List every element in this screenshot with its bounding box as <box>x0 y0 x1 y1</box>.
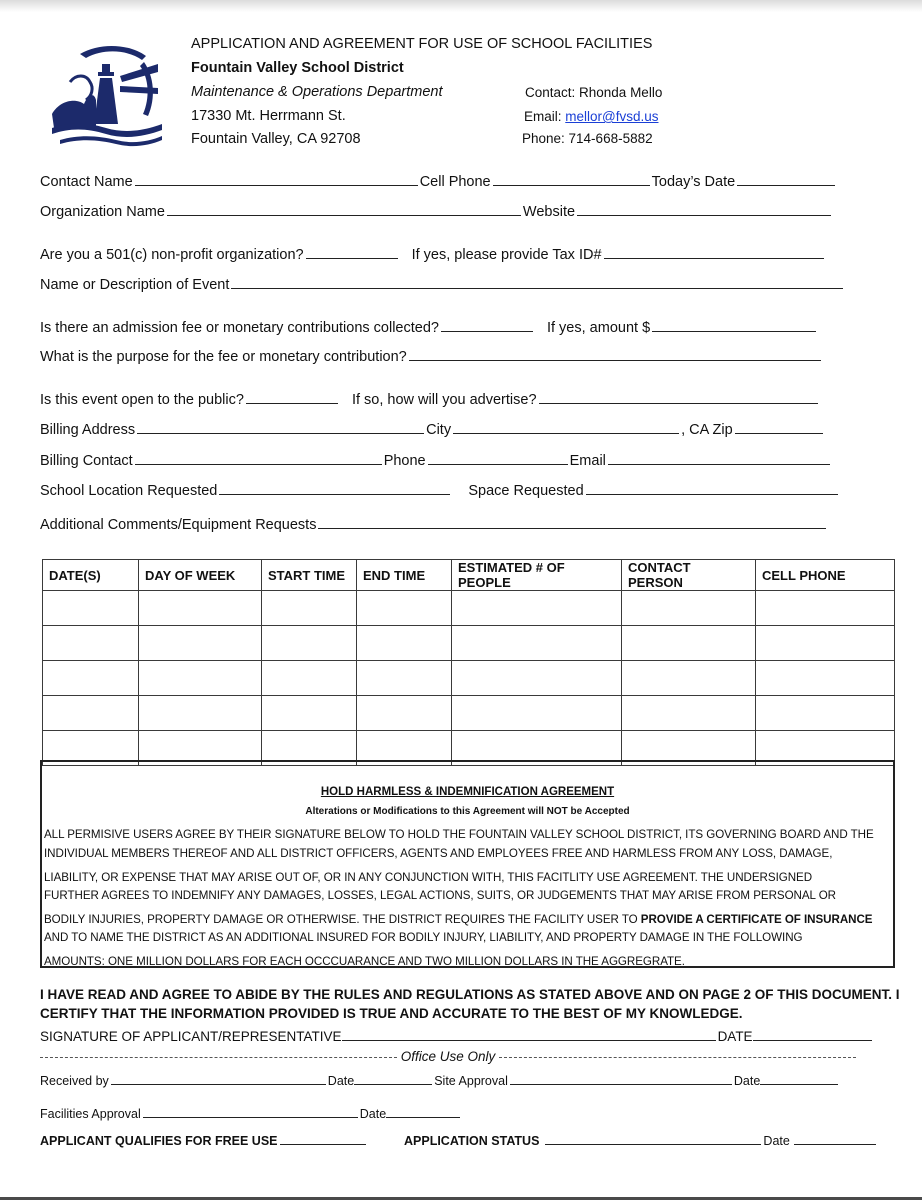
cell-phone-field[interactable] <box>493 184 650 186</box>
advertise-field[interactable] <box>539 402 818 404</box>
contact-name-row <box>40 174 837 190</box>
divider-line-right <box>499 1057 856 1058</box>
space-requested-label: Space Requested <box>468 483 584 499</box>
organization-name-field[interactable] <box>167 214 521 216</box>
table-cell[interactable] <box>262 696 357 731</box>
status-date-label: Date <box>763 1134 790 1148</box>
column-header-contact-person: CONTACT PERSON <box>622 560 756 591</box>
city-state-zip: Fountain Valley, CA 92708 <box>191 131 361 147</box>
agreement-line: LIABILITY, OR EXPENSE THAT MAY ARISE OUT OF, OR IN ANY CONJUNCTION WITH, THIS FACITLITY USE AGREEMENT. THE UNDERSIGNED <box>44 871 813 884</box>
column-header-end-time: END TIME <box>357 560 452 591</box>
signature-date-field[interactable] <box>753 1039 872 1041</box>
event-description-row <box>40 277 845 293</box>
admission-fee-row <box>40 320 818 336</box>
table-cell[interactable] <box>262 661 357 696</box>
table-cell[interactable] <box>452 626 622 661</box>
status-date-field[interactable] <box>794 1143 876 1145</box>
table-cell[interactable] <box>452 661 622 696</box>
billing-address-label: Billing Address <box>40 422 136 438</box>
state-zip-label: , CA Zip <box>681 422 733 438</box>
page-top-shadow <box>0 0 922 12</box>
site-approval-field[interactable] <box>510 1083 732 1085</box>
nonprofit-label: Are you a 501(c) non-profit organization? <box>40 247 304 263</box>
agreement-title: HOLD HARMLESS & INDEMNIFICATION AGREEMENT <box>320 786 615 798</box>
street-address: 17330 Mt. Herrmann St. <box>191 108 346 124</box>
billing-email-field[interactable] <box>608 463 830 465</box>
table-cell[interactable] <box>452 591 622 626</box>
signature-label: SIGNATURE OF APPLICANT/REPRESENTATIVE <box>40 1029 342 1044</box>
contact-email-row <box>524 109 659 124</box>
table-cell[interactable] <box>262 591 357 626</box>
nonprofit-row <box>40 247 826 263</box>
free-use-row <box>40 1134 368 1148</box>
divider-line-left <box>40 1057 397 1058</box>
application-status-field[interactable] <box>545 1143 761 1145</box>
table-cell[interactable] <box>43 661 139 696</box>
table-row <box>43 696 895 731</box>
free-use-label: APPLICANT QUALIFIES FOR FREE USE <box>40 1134 278 1148</box>
facilities-date-field[interactable] <box>386 1116 460 1118</box>
public-event-row <box>40 392 820 408</box>
todays-date-field[interactable] <box>737 184 835 186</box>
form-title: APPLICATION AND AGREEMENT FOR USE OF SCHOOL FACILITIES <box>191 36 653 52</box>
lighthouse-logo-icon <box>50 42 168 148</box>
comments-row <box>40 517 828 533</box>
office-use-label: Office Use Only <box>400 1049 496 1064</box>
column-header-cell-phone: CELL PHONE <box>756 560 895 591</box>
district-name: Fountain Valley School District <box>191 60 404 76</box>
event-description-label: Name or Description of Event <box>40 277 230 293</box>
insurance-requirement: PROVIDE A CERTIFICATE OF INSURANCE <box>640 913 873 926</box>
contact-name-field[interactable] <box>135 184 418 186</box>
admission-fee-label: Is there an admission fee or monetary contributions collected? <box>40 320 439 336</box>
table-cell[interactable] <box>622 626 756 661</box>
table-cell[interactable] <box>622 591 756 626</box>
comments-label: Additional Comments/Equipment Requests <box>40 517 317 533</box>
received-by-field[interactable] <box>111 1083 326 1085</box>
facilities-approval-label: Facilities Approval <box>40 1107 141 1121</box>
table-cell[interactable] <box>452 696 622 731</box>
space-requested-field[interactable] <box>586 493 838 495</box>
open-to-public-field[interactable] <box>246 402 338 404</box>
website-label: Website <box>522 204 576 220</box>
city-label: City <box>426 422 452 438</box>
city-field[interactable] <box>453 432 679 434</box>
signature-field[interactable] <box>342 1039 716 1041</box>
application-status-row <box>404 1134 878 1148</box>
billing-phone-label: Phone <box>383 453 426 469</box>
column-header-start-time: START TIME <box>262 560 357 591</box>
table-cell[interactable] <box>756 661 895 696</box>
event-description-field[interactable] <box>231 287 843 289</box>
cell-phone-label: Cell Phone <box>419 174 491 190</box>
free-use-field[interactable] <box>280 1143 366 1145</box>
organization-row <box>40 204 833 220</box>
comments-field[interactable] <box>318 527 826 529</box>
column-header-estimated-people: ESTIMATED # OF PEOPLE <box>452 560 622 591</box>
fee-purpose-row <box>40 349 823 365</box>
table-cell[interactable] <box>756 696 895 731</box>
fee-purpose-field[interactable] <box>409 359 821 361</box>
received-date-label: Date <box>327 1074 355 1088</box>
table-cell[interactable] <box>756 591 895 626</box>
table-cell[interactable] <box>357 626 452 661</box>
table-cell[interactable] <box>43 626 139 661</box>
billing-email-label: Email <box>569 453 606 469</box>
site-approval-date-label: Date <box>733 1074 761 1088</box>
table-cell[interactable] <box>139 626 262 661</box>
table-cell[interactable] <box>139 661 262 696</box>
facilities-approval-row <box>40 1107 462 1121</box>
table-cell[interactable] <box>357 591 452 626</box>
agreement-line: ALL PERMISIVE USERS AGREE BY THEIR SIGNATURE BELOW TO HOLD THE FOUNTAIN VALLEY SCHOOL DISTRICT, ITS GOVERNING BOARD AND THE <box>44 828 874 841</box>
table-cell[interactable] <box>357 661 452 696</box>
school-location-field[interactable] <box>219 493 450 495</box>
agreement-line-text: BODILY INJURIES, PROPERTY DAMAGE OR OTHERWISE. THE DISTRICT REQUIRES THE FACILITY USER TO <box>44 913 641 926</box>
table-cell[interactable] <box>756 626 895 661</box>
received-date-field[interactable] <box>354 1083 432 1085</box>
tax-id-label: If yes, please provide Tax ID# <box>411 247 602 263</box>
department-name: Maintenance & Operations Department <box>191 84 443 100</box>
site-approval-date-field[interactable] <box>760 1083 838 1085</box>
website-field[interactable] <box>577 214 831 216</box>
billing-address-row <box>40 422 825 438</box>
amount-field[interactable] <box>652 330 816 332</box>
office-use-divider <box>40 1049 856 1064</box>
todays-date-label: Today’s Date <box>651 174 736 190</box>
tax-id-field[interactable] <box>604 257 824 259</box>
table-cell[interactable] <box>262 626 357 661</box>
agreement-line: AND TO NAME THE DISTRICT AS AN ADDITIONAL INSURED FOR BODILY INJURY, LIABILITY, AND PROPERTY DAMAGE IN THE FOLLOWING <box>44 931 803 944</box>
table-cell[interactable] <box>139 696 262 731</box>
facilities-approval-field[interactable] <box>143 1116 358 1118</box>
column-header-dates: DATE(S) <box>43 560 139 591</box>
site-approval-label: Site Approval <box>434 1074 508 1088</box>
received-by-label: Received by <box>40 1074 109 1088</box>
contact-person: Contact: Rhonda Mello <box>525 85 663 100</box>
table-cell[interactable] <box>139 591 262 626</box>
contact-phone: Phone: 714-668-5882 <box>522 131 653 146</box>
agreement-line-insurance <box>44 913 872 926</box>
facilities-date-label: Date <box>359 1107 387 1121</box>
table-row <box>43 591 895 626</box>
organization-name-label: Organization Name <box>40 204 165 220</box>
zip-field[interactable] <box>735 432 823 434</box>
billing-address-field[interactable] <box>137 432 424 434</box>
admission-fee-field[interactable] <box>441 330 533 332</box>
agreement-line: AMOUNTS: ONE MILLION DOLLARS FOR EACH OCCCUARANCE AND TWO MILLION DOLLARS IN THE AGGREGRATE. <box>44 955 685 968</box>
signature-date-label: DATE <box>717 1029 753 1044</box>
fee-purpose-label: What is the purpose for the fee or monetary contribution? <box>40 349 407 365</box>
table-cell[interactable] <box>622 696 756 731</box>
agreement-line: INDIVIDUAL MEMBERS THEREOF AND ALL DISTRICT OFFICERS, AGENTS AND EMPLOYEES FREE AND HARMLESS FROM ANY LOSS, DAMAGE, <box>44 847 833 860</box>
email-label: Email: <box>524 109 566 124</box>
table-row <box>43 626 895 661</box>
location-row <box>40 483 840 499</box>
amount-label: If yes, amount $ <box>546 320 651 336</box>
column-header-day-of-week: DAY OF WEEK <box>139 560 262 591</box>
application-status-label: APPLICATION STATUS <box>404 1134 540 1148</box>
nonprofit-field[interactable] <box>306 257 398 259</box>
received-by-row <box>40 1074 840 1088</box>
billing-phone-field[interactable] <box>428 463 568 465</box>
billing-contact-field[interactable] <box>135 463 382 465</box>
table-cell[interactable] <box>43 696 139 731</box>
table-cell[interactable] <box>357 696 452 731</box>
table-cell[interactable] <box>43 591 139 626</box>
open-to-public-label: Is this event open to the public? <box>40 392 244 408</box>
agreement-subtitle: Alterations or Modifications to this Agreement will NOT be Accepted <box>305 806 630 817</box>
email-link[interactable]: mellor@fvsd.us <box>565 109 659 124</box>
contact-name-label: Contact Name <box>40 174 133 190</box>
table-row <box>43 661 895 696</box>
agreement-initials-field[interactable] <box>733 966 807 968</box>
certification-line-1: I HAVE READ AND AGREE TO ABIDE BY THE RULES AND REGULATIONS AS STATED ABOVE AND ON PAGE 2 OF THIS DOCUMENT. I <box>40 987 900 1002</box>
billing-contact-row <box>40 453 832 469</box>
agreement-line: FURTHER AGREES TO INDEMNIFY ANY DAMAGES, LOSSES, LEGAL ACTIONS, SUITS, OR JUDGEMENTS THAT MAY ARISE FROM PERSONAL OR <box>44 889 836 902</box>
table-cell[interactable] <box>622 661 756 696</box>
certification-line-2: CERTIFY THAT THE INFORMATION PROVIDED IS TRUE AND ACCURATE TO THE BEST OF MY KNOWLEDGE. <box>40 1006 743 1021</box>
school-location-label: School Location Requested <box>40 483 218 499</box>
hold-harmless-agreement <box>40 760 895 968</box>
billing-contact-label: Billing Contact <box>40 453 133 469</box>
advertise-label: If so, how will you advertise? <box>351 392 537 408</box>
signature-row <box>40 1029 874 1044</box>
schedule-table <box>42 559 895 766</box>
table-header-row <box>43 560 895 591</box>
